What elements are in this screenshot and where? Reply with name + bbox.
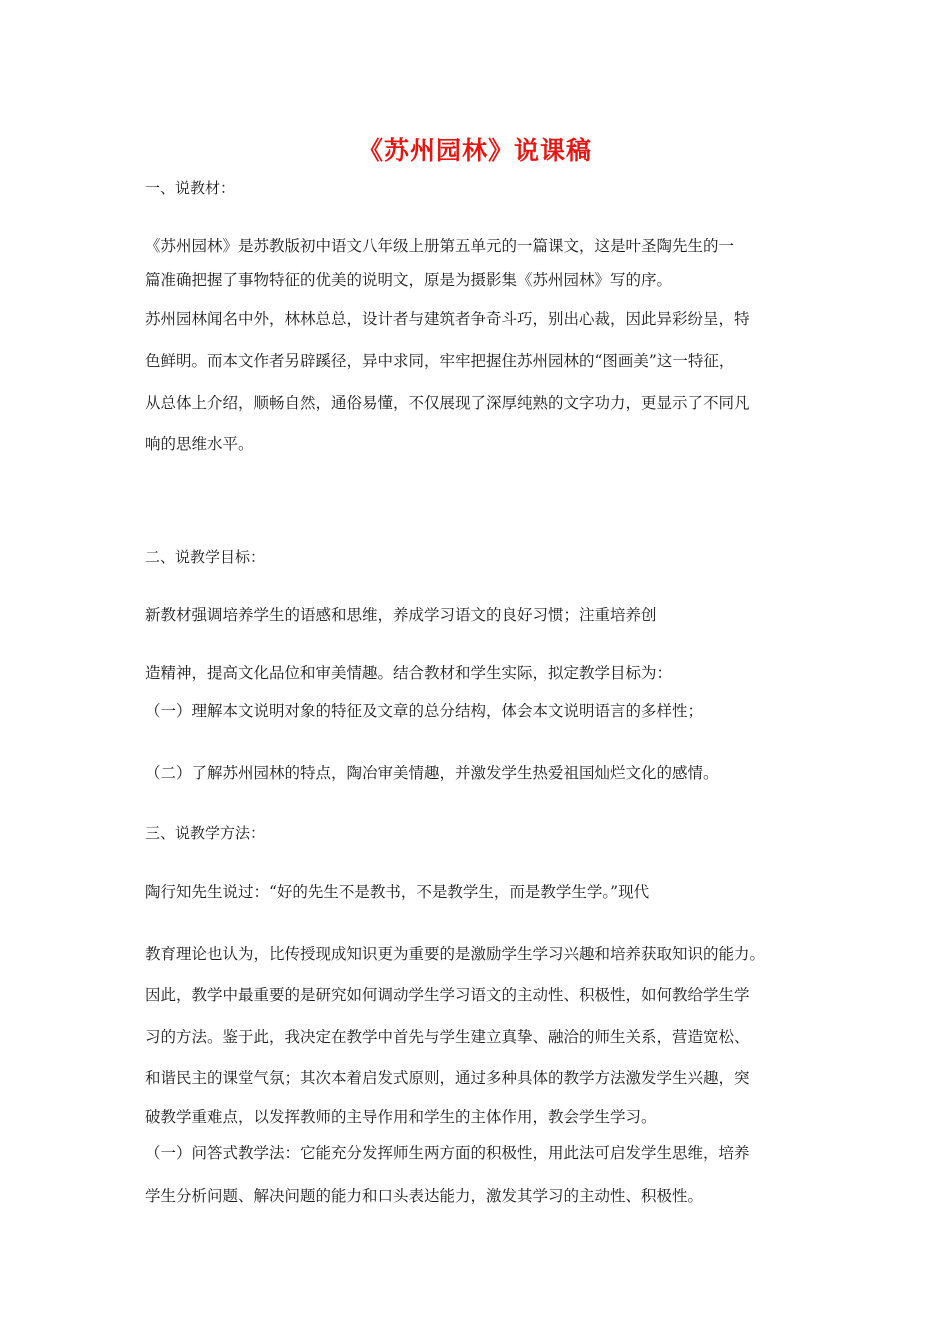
section2-line-4: （二）了解苏州园林的特点，陶冶审美情趣，并激发学生热爱祖国灿烂文化的感情。 [145,764,719,782]
section2-line-2: 造精神，提高文化品位和审美情趣。结合教材和学生实际，拟定教学目标为： [145,664,673,682]
section1-line-1: 《苏州园林》是苏教版初中语文八年级上册第五单元的一篇课文，这是叶圣陶先生的一 [145,237,735,255]
section1-line-6: 响的思维水平。 [145,435,254,453]
page-title: 《苏州园林》说课稿 [357,136,592,165]
section2-line-3: （一）理解本文说明对象的特征及文章的总分结构，体会本文说明语言的多样性； [145,702,704,720]
section1-line-3: 苏州园林闻名中外，林林总总，设计者与建筑者争奇斗巧，别出心裁，因此异彩纷呈，特 [145,310,750,328]
section3-line-2: 教育理论也认为，比传授现成知识更为重要的是激励学生学习兴趣和培养获取知识的能力。 [145,945,766,963]
section2-line-1: 新教材强调培养学生的语感和思维，养成学习语文的良好习惯；注重培养创 [145,606,657,624]
section3-line-7: （一）问答式教学法：它能充分发挥师生两方面的积极性，用此法可启发学生思维，培养 [145,1144,750,1162]
section1-heading: 一、说教材： [145,179,236,197]
section3-line-6: 破教学重难点，以发挥教师的主导作用和学生的主体作用，教会学生学习。 [145,1108,657,1126]
section3-line-4: 习的方法。鉴于此，我决定在教学中首先与学生建立真挚、融洽的师生关系，营造宽松、 [145,1028,750,1046]
section3-line-1: 陶行知先生说过：“好的先生不是教书，不是教学生，而是教学生学。”现代 [145,883,650,901]
section3-line-5: 和谐民主的课堂气氛；其次本着启发式原则，通过多种具体的教学方法激发学生兴趣，突 [145,1069,750,1087]
section3-line-8: 学生分析问题、解决问题的能力和口头表达能力，激发其学习的主动性、积极性。 [145,1187,704,1205]
section1-line-5: 从总体上介绍，顺畅自然，通俗易懂，不仅展现了深厚纯熟的文字功力，更显示了不同凡 [145,394,750,412]
section1-line-2: 篇准确把握了事物特征的优美的说明文，原是为摄影集《苏州园林》写的序。 [145,271,673,289]
section3-line-3: 因此，教学中最重要的是研究如何调动学生学习语文的主动性、积极性，如何教给学生学 [145,986,750,1004]
section2-heading: 二、说教学目标： [145,548,266,566]
section3-heading: 三、说教学方法： [145,824,266,842]
section1-line-4: 色鲜明。而本文作者另辟蹊径，异中求同，牢牢把握住苏州园林的“图画美”这一特征， [145,352,735,370]
